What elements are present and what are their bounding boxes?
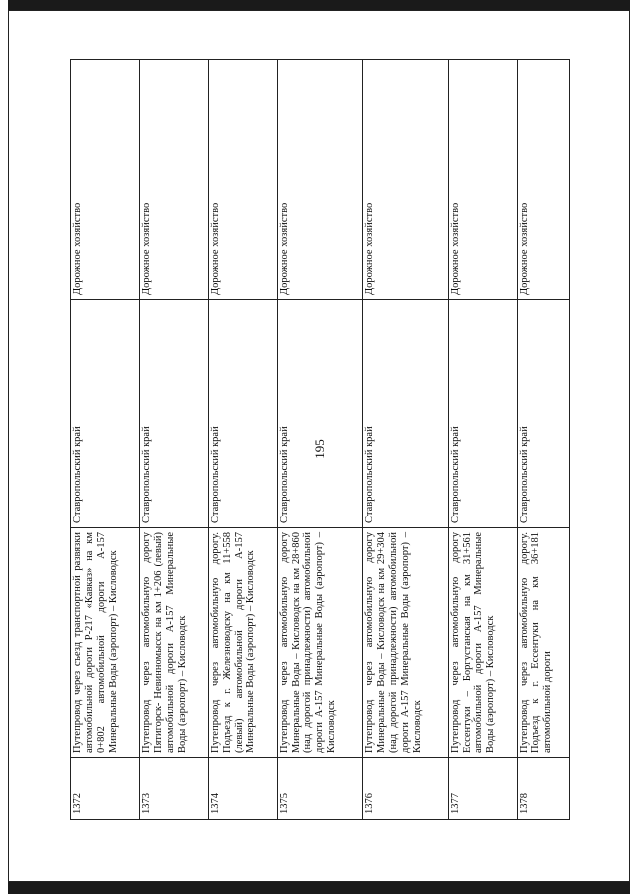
sector: Дорожное хозяйство [277, 60, 362, 300]
scan-top-border [8, 0, 630, 10]
sector: Дорожное хозяйство [208, 60, 277, 300]
row-number: 1378 [517, 758, 569, 820]
object-name: Путепровод через автомобильную дорогу Минеральные Воды – Кисловодск на км 29+304 (над дорогой принадлежности) автомобильной дороги А-157 Минеральные Воды (аэропорт) – Кисловодск [363, 528, 448, 758]
row-number: 1372 [71, 758, 140, 820]
region: Ставропольский край [448, 300, 517, 528]
table-row [208, 60, 277, 820]
region: Ставропольский край [71, 300, 140, 528]
table-row [139, 60, 208, 820]
sector: Дорожное хозяйство [517, 60, 569, 300]
region: Ставропольский край [517, 300, 569, 528]
table-row [71, 60, 140, 820]
object-name: Путепровод через автомобильную дорогу Ессентуки – Боргустанская на км 31+561 автомобильной дороги А-157 Минеральные Воды (аэропорт) – Кисловодск [448, 528, 517, 758]
scan-bottom-border [8, 882, 630, 894]
region: Ставропольский край [277, 300, 362, 528]
region: Ставропольский край [363, 300, 448, 528]
table-row [517, 60, 569, 820]
row-number: 1374 [208, 758, 277, 820]
object-name: Путепровод через автомобильную дорогу Минеральные Воды – Кисловодск на км 28+860 (над дорогой принадлежности) автомобильной дороги А-157 Минеральные Воды (аэропорт) – Кисловодск [277, 528, 362, 758]
region: Ставропольский край [208, 300, 277, 528]
object-name: Путепровод через съезд транспортной развязки автомобильной дороги Р-217 «Кавказ» на км 0+802 автомобильной дороги А-157 Минеральные Воды (аэропорт) – Кисловодск [71, 528, 140, 758]
rotated-table [70, 60, 570, 820]
object-name: Путепровод через автомобильную дорогу Пятигорск- Невинномысск на км 1+206 (левый) автомобильной дороги А-157 Минеральные Воды (аэропорт) – Кисловодск [139, 528, 208, 758]
table-row [363, 60, 448, 820]
page-number: 195 [312, 439, 327, 459]
objects-table [70, 59, 570, 820]
object-name: Путепровод через автомобильную дорогу. Подъезд к г. Железноводску на км 11+558 (левый) автомобильной дороги А-157 Минеральные Воды (аэропорт) – Кисловодск [208, 528, 277, 758]
sector: Дорожное хозяйство [139, 60, 208, 300]
region: Ставропольский край [139, 300, 208, 528]
object-name: Путепровод через автомобильную дорогу. Подъезд к г. Ессентуки на км 36+181 автомобильной дороги [517, 528, 569, 758]
row-number: 1375 [277, 758, 362, 820]
table-row [448, 60, 517, 820]
sector: Дорожное хозяйство [448, 60, 517, 300]
sector: Дорожное хозяйство [363, 60, 448, 300]
sector: Дорожное хозяйство [71, 60, 140, 300]
row-number: 1377 [448, 758, 517, 820]
row-number: 1373 [139, 758, 208, 820]
table-row [277, 60, 362, 820]
row-number: 1376 [363, 758, 448, 820]
table-container [70, 60, 570, 820]
